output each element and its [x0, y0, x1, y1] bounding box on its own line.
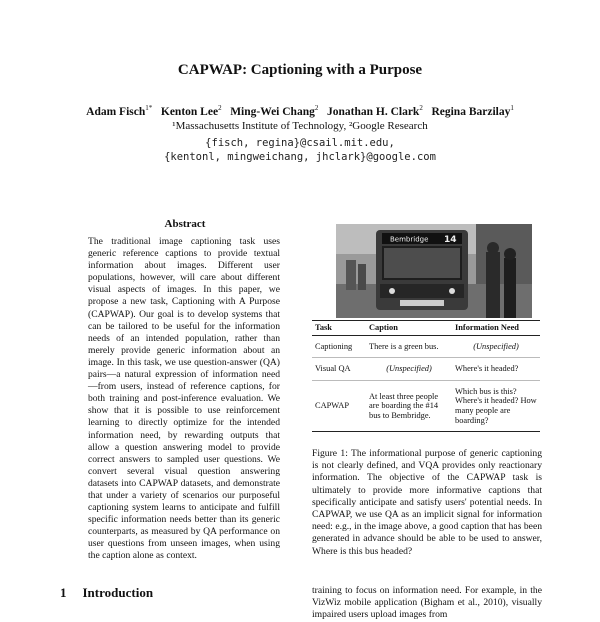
table-cell: At least three people are boarding the #14 bus to Bembridge. — [366, 380, 452, 431]
table-cell: Visual QA — [312, 358, 366, 381]
column-header-caption: Caption — [366, 321, 452, 336]
bus-photo-graphic — [336, 224, 532, 318]
figure-photo-bus — [336, 224, 532, 318]
author: Kenton Lee$^2$ — [160, 104, 222, 118]
figure-caption: Figure 1: The informational purpose of generic captioning is not clearly defined, and VQA provides only reactionary information. The objective of the CAPWAP task is ultimately to provide more informative captions that specifically anticipate and satisfy users' potential needs. In CAPWAP, we use QA as an implicit signal for information need: e.g., in the image above, a good caption that has been generated in advance should be able to be used to answer, Where is this bus headed? — [312, 448, 542, 557]
paper-title: CAPWAP: Captioning with a Purpose — [177, 62, 423, 78]
abstract-body: The traditional image captioning task uses generic reference captions to provide textual information about images. Different user populations, however, will care about different visual aspects of images. In this paper, we propose a new task, Captioning with A Purpose (CAPWAP). Our goal is to develop systems that can be tailored to be useful for the information needs of an intended population, rather than merely provide generic information about an image. In this task, we use question-answer (QA) pairs—a natural expression of information need—from users, instead of reference captions, for both training and post-inference evaluation. We show that it is possible to use reinforcement learning to directly optimize for the intended information need, by rewarding outputs that allow a question answering model to provide correct answers to sampled user questions. We convert several visual question answering datasets into CAPWAP datasets, and demonstrate that under a variety of scenarios our purposeful captioning system learns to anticipate and fulfill specific information needs better than its generic counterparts, as measured by QA performance on user questions from unseen images, when using the caption alone as context. — [88, 236, 280, 562]
body-paragraph: training to focus on information need. For example, in the VizWiz mobile application (Bigham et al., 2010), visually impaired users upload images from — [312, 585, 542, 621]
author-list — [0, 104, 600, 118]
author: Adam Fisch$^{1*}$ — [86, 104, 153, 118]
table-cell: Captioning — [312, 335, 366, 358]
email-line-1: {fisch, regina}@csail.mit.edu, — [205, 137, 395, 149]
section-title: Introduction — [82, 585, 154, 600]
table-header-row — [312, 321, 540, 336]
email-line-2: {kentonl, mingweichang, jhclark}@google.com — [164, 151, 436, 163]
column-header-information-need: Information Need — [452, 321, 540, 336]
table-row — [312, 335, 540, 358]
table-cell: There is a green bus. — [366, 335, 452, 358]
table-cell: CAPWAP — [312, 380, 366, 431]
author: Regina Barzilay$^1$ — [431, 104, 514, 118]
section-number: 1 — [60, 585, 67, 600]
affiliations: ¹Massachusetts Institute of Technology, ²Google Research — [172, 120, 428, 132]
table-row — [312, 380, 540, 431]
bus-destination-sign: Bembridge — [390, 235, 429, 244]
bus-route-number: 14 — [444, 235, 457, 245]
author: Jonathan H. Clark$^2$ — [326, 104, 423, 118]
table-cell: (Unspecified) — [366, 358, 452, 381]
section-heading-introduction — [60, 585, 169, 601]
table-cell: (Unspecified) — [452, 335, 540, 358]
column-header-task: Task — [312, 321, 366, 336]
abstract-heading: Abstract — [164, 218, 206, 230]
table-cell: Which bus is this? Where's it headed? How many people are boarding? — [452, 380, 540, 431]
figure-table — [312, 320, 540, 432]
author: Ming-Wei Chang$^2$ — [230, 104, 319, 118]
table-row — [312, 358, 540, 381]
table-cell: Where's it headed? — [452, 358, 540, 381]
